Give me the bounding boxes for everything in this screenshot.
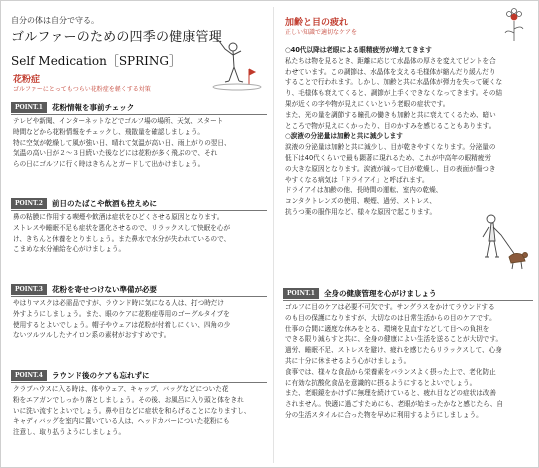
text-line: 共に十分に休ませるよう心がけましょう。 bbox=[285, 356, 411, 365]
text-line: ストレスや睡眠不足も症状を悪化させるので、リラックスして快眠を心が bbox=[13, 223, 231, 232]
section-subtitle: 正しい知識で適切なケアを bbox=[285, 29, 358, 36]
text-line: 鼻の粘膜に作用する喫煙や飲酒は症状をひどくさせる原因となります。 bbox=[13, 213, 224, 221]
page-subtitle: 自分の体は自分で守る。 bbox=[11, 16, 99, 25]
divider bbox=[283, 300, 533, 301]
point-2-header bbox=[11, 197, 267, 209]
text-line: 分の生活スタイルに合った物を早めに利用するようにしましょう。 bbox=[285, 410, 483, 419]
text-line: クラブハウスに入る時は、体やウェア、キャップ、バッグなどについた花 bbox=[13, 385, 229, 393]
divider bbox=[11, 210, 267, 211]
text-line: ドライアイは加齢の他、長時間の運転、室内の乾燥、 bbox=[285, 186, 443, 195]
text-line: キャディバッグを室内に置いている人は、ヘッドカバーについた花粉にも bbox=[13, 417, 230, 426]
section-title: 加齢と目の疲れ bbox=[285, 18, 349, 28]
text-line: ゴルフに目のケアは必要不可欠です。サングラスをかけてラウンドする bbox=[285, 303, 495, 311]
point-1-body bbox=[13, 116, 271, 170]
text-line: また、老眼鏡をかけずに無理を続けていると、疲れ目などの症状は改善 bbox=[285, 389, 496, 398]
text-line: こまめな水分補給を心がけましょう。 bbox=[13, 245, 126, 254]
text-line: テレビや新聞、インターネットなどでゴルフ場の場所、天気、スタート bbox=[13, 117, 224, 125]
text-line: 特に空気が乾燥して風が強い日、晴れて気温が高い日、雨上がりの翌日、 bbox=[13, 138, 231, 147]
text-line: け、きちんと休養をとりましょう。また鼻水で水分が失われているので、 bbox=[13, 234, 231, 243]
right-point-1-header bbox=[283, 287, 533, 299]
text-line: ところで物が見えにくかったり、目のかすみを感じることもあります。 bbox=[285, 121, 496, 130]
text-line: ないツルツルしたナイロン系の素材がおすすめです。 bbox=[13, 331, 171, 340]
point-title: ラウンド後のケアも忘れずに bbox=[51, 370, 150, 380]
point-title: 花粉を寄せつけない準備が必要 bbox=[51, 284, 157, 294]
text-line: いに洗い流すとよいでしょう。鼻や目などに症状を和らげることになりますし、 bbox=[13, 406, 251, 415]
topic-title: 花粉症 bbox=[13, 75, 41, 85]
text-line: わせています。この調節は、水晶体を支える毛様体が縮んだり緩んだり bbox=[285, 67, 496, 76]
divider bbox=[11, 382, 267, 383]
text-line: 時間などから花粉情報をチェックし、飛散量を確認しましょう。 bbox=[13, 127, 205, 136]
text-line: ○涙液の分泌量は加齢と共に減少します bbox=[285, 132, 403, 141]
point-2-body bbox=[13, 212, 271, 255]
point-4-header bbox=[11, 369, 267, 381]
text-line: のも目の保護になりますが、大切なのは日常生活からの目のケアです。 bbox=[285, 313, 496, 322]
text-line: 使用するとよいでしょう。帽子やウェアは花粉が付着しにくい、四角の少 bbox=[13, 320, 231, 329]
text-line: らの日にゴルフに行く時はきちんとガードして出かけましょう。 bbox=[13, 160, 205, 169]
text-line: 抗うつ薬の服作用など、様々な原因で起こります。 bbox=[285, 207, 437, 216]
text-line: ○40代以降は老眼による眼精疲労が増えてきます bbox=[285, 46, 432, 54]
point-badge: POINT.2 bbox=[11, 198, 47, 209]
point-title: 全身の健康管理を心がけましょう bbox=[323, 288, 437, 298]
point-title: 花粉情報を事前チェック bbox=[51, 102, 135, 112]
golfer-illustration bbox=[203, 35, 267, 99]
point-4-body bbox=[13, 384, 271, 438]
text-line: やはりマスクは必需品ですが、ラウンド時に気になる人は、打つ時だけ bbox=[13, 299, 224, 307]
point-3-body bbox=[13, 298, 271, 341]
point-3-header bbox=[11, 283, 267, 295]
flower-illustration bbox=[497, 5, 531, 43]
text-line: 果が近くの字や物が見えにくいという老眼の症状です。 bbox=[285, 99, 450, 108]
text-line: 注意し、取り払うようにしましょう。 bbox=[13, 428, 126, 437]
point-badge: POINT.1 bbox=[283, 288, 319, 299]
text-line: の大きな原因となります。涙液が減って目が乾燥し、目の表面が傷つき bbox=[285, 164, 496, 173]
topic-subtitle: ゴルファーにとってもつらい花粉症を軽くする対策 bbox=[13, 86, 151, 93]
text-line: することで行われます。しかし、加齢と共に水晶体が弾力を失って硬くな bbox=[285, 78, 503, 87]
point-badge: POINT.3 bbox=[11, 284, 47, 295]
text-line: されません。快適に過ごすためにも、老眼が始まったかなと感じたら、自 bbox=[285, 400, 503, 409]
text-line: やすくなる病気は「ドライアイ」と呼ばれます。 bbox=[285, 175, 429, 184]
text-line: 外すようにしましょう。また、眼のケアに花粉症専用のゴーグルタイプを bbox=[13, 309, 230, 318]
text-line: 低下は40代くらいで最も顕著に現れるため、これが中高年の眼精疲労 bbox=[285, 153, 491, 162]
text-line: また、光の量を調節する瞳孔の働きも加齢と共に衰えてくるため、暗い bbox=[285, 110, 496, 119]
walking-illustration bbox=[475, 211, 533, 277]
divider bbox=[11, 296, 267, 297]
text-line: 私たちは物を見るとき、距離に応じて水晶体の厚さを変えてピントを合 bbox=[285, 56, 496, 65]
text-line: 気温の高い日が２～３日続いた後などには花粉が多く飛ぶので、それ bbox=[13, 149, 218, 158]
text-line: コンタクトレンズの使用、喫煙、過労、ストレス、 bbox=[285, 197, 437, 206]
text-line: 涙液の分泌量は加齢と共に減少し、目が乾きやすくなります。分泌量の bbox=[285, 143, 496, 152]
point-1-header bbox=[11, 101, 267, 113]
text-line: 仕事の合間に適度な休みをとる、環境を見直すなどして目への負担を bbox=[285, 324, 490, 333]
text-line: に有効な抗酸化食品を意識的に摂るようにするとよいでしょう。 bbox=[285, 378, 477, 387]
column-divider bbox=[273, 7, 274, 463]
point-badge: POINT.4 bbox=[11, 370, 47, 381]
section-body-a bbox=[285, 45, 535, 218]
section-body-b bbox=[285, 302, 535, 421]
text-line: 食事では、様々な食品から栄養素をバランスよく摂った上で、老化防止 bbox=[285, 367, 496, 376]
point-badge: POINT.1 bbox=[11, 102, 47, 113]
series-label: Self Medication［SPRING］ bbox=[11, 54, 181, 68]
point-title: 前日のたばこや飲酒も控えめに bbox=[51, 198, 157, 208]
divider bbox=[11, 114, 267, 115]
text-line: 粉をエアガンでしっかり落としましょう。その後、お風呂に入り頭と体をきれ bbox=[13, 395, 244, 404]
page-title: ゴルファーのための四季の健康管理 bbox=[11, 30, 222, 45]
text-line: り、毛様体も衰えてくると、調節が上手くできなくなってきます。その結 bbox=[285, 89, 503, 98]
text-line: 過労、睡眠不足、ストレスを避け、疲れを感じたらリラックスして、心身 bbox=[285, 346, 502, 355]
text-line: できる限り減らすと共に、全身の健康によい生活を送ることが大切です。 bbox=[285, 335, 503, 344]
